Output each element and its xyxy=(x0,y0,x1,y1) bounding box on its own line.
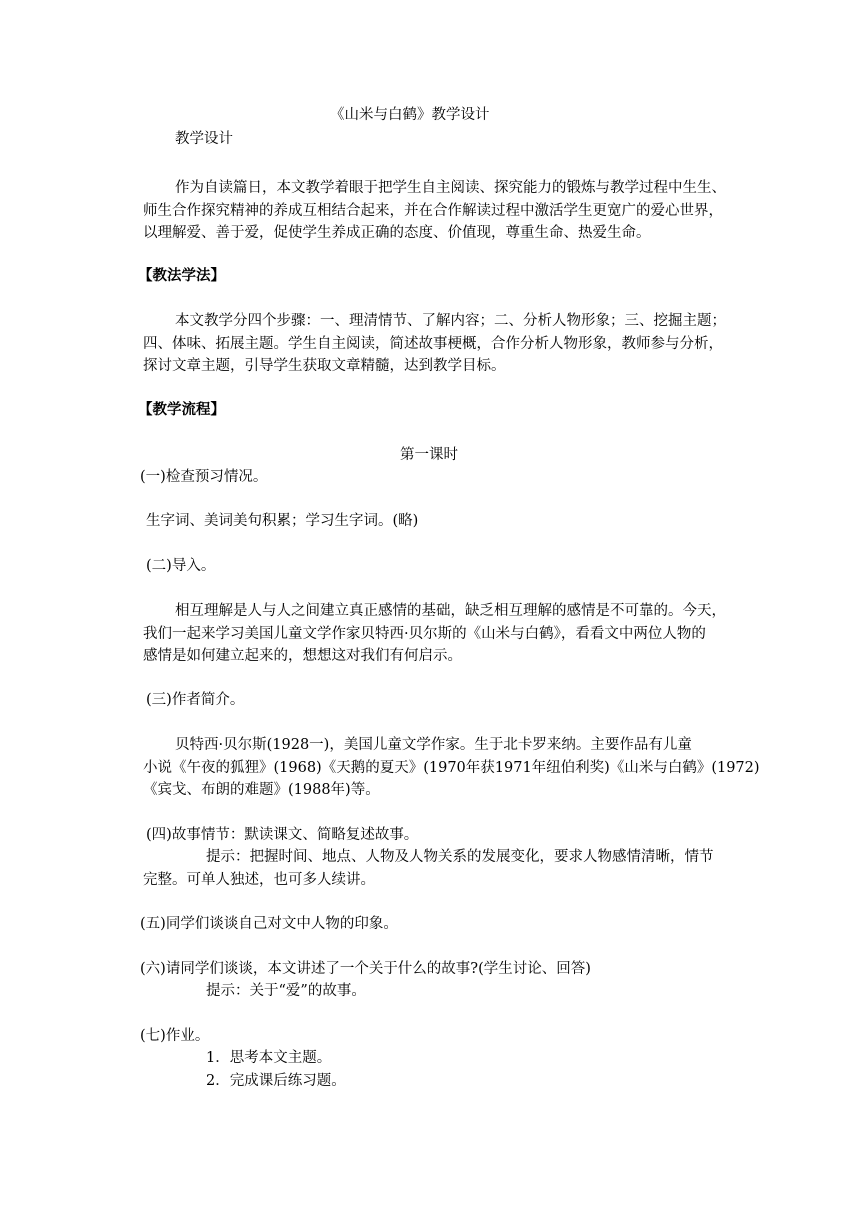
step-body: 生字词、美词美句积累；学习生字词。(略) xyxy=(146,513,419,529)
document-title: 《山米与白鹤》教学设计 xyxy=(330,107,490,123)
step-title: (五)同学们谈谈自己对文中人物的印象。 xyxy=(140,916,398,932)
intro-line: 以理解爱、善于爱，促使学生养成正确的态度、价值现，尊重生命、热爱生命。 xyxy=(143,225,651,241)
document-subtitle: 教学设计 xyxy=(175,131,233,147)
step-body: 小说《午夜的狐狸》(1968)《天鹅的夏天》(1970年获1971年纽伯利奖)《山米与白鹤》(1972) xyxy=(143,760,760,776)
homework-item: 2．完成课后练习题。 xyxy=(206,1073,346,1089)
step-title: (六)请同学们谈谈，本文讲述了一个关于什么的故事?(学生讨论、回答) xyxy=(140,961,591,977)
step-body: 《宾戈、布朗的难题》(1988年)等。 xyxy=(143,782,380,798)
method-line: 探讨文章主题，引导学生获取文章精髓，达到教学目标。 xyxy=(143,358,506,374)
method-line: 四、体味、拓展主题。学生自主阅读，简述故事梗概，合作分析人物形象，教师参与分析， xyxy=(143,336,723,352)
intro-line: 师生合作探究精神的养成互相结合起来，并在合作解读过程中激活学生更宽广的爱心世界， xyxy=(143,203,723,219)
step-title: (一)检查预习情况。 xyxy=(140,469,268,485)
intro-line: 作为自读篇日，本文教学着眼于把学生自主阅读、探究能力的锻炼与教学过程中生生、 xyxy=(175,180,726,196)
lesson-title: 第一课时 xyxy=(400,447,458,463)
step-hint: 完整。可单人独述，也可多人续讲。 xyxy=(143,872,375,888)
method-line: 本文教学分四个步骤：一、理清情节、了解内容；二、分析人物形象；三、挖掘主题； xyxy=(175,313,726,329)
step-title: (二)导入。 xyxy=(146,558,216,574)
step-body: 感情是如何建立起来的，想想这对我们有何启示。 xyxy=(143,648,462,664)
step-title: (四)故事情节：默读课文、简略复述故事。 xyxy=(146,827,419,843)
step-body: 相互理解是人与人之间建立真正感情的基础，缺乏相互理解的感情是不可靠的。今天， xyxy=(175,603,726,619)
step-title: (七)作业。 xyxy=(140,1028,210,1044)
method-heading: 【教法学法】 xyxy=(138,267,225,284)
step-hint: 提示：把握时间、地点、人物及人物关系的发展变化，要求人物感情清晰，情节 xyxy=(206,849,714,865)
homework-item: 1．思考本文主题。 xyxy=(206,1050,332,1066)
step-title: (三)作者简介。 xyxy=(146,692,245,708)
step-hint: 提示：关于“爱”的故事。 xyxy=(206,983,366,999)
step-body: 我们一起来学习美国儿童文学作家贝特西·贝尔斯的《山米与白鹤》，看看文中两位人物的 xyxy=(143,626,706,642)
step-body: 贝特西·贝尔斯(1928一)，美国儿童文学作家。生于北卡罗来纳。主要作品有儿童 xyxy=(175,737,692,753)
flow-heading: 【教学流程】 xyxy=(138,401,225,418)
